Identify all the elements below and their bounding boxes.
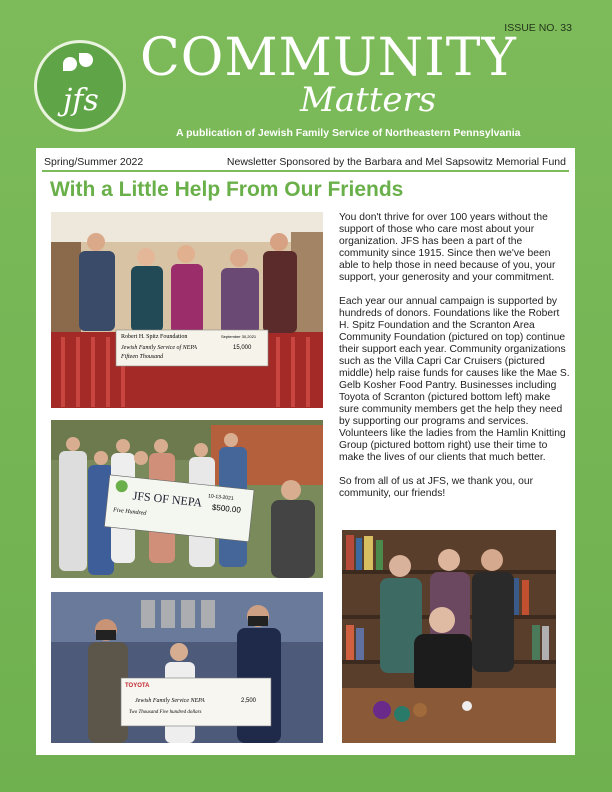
check-amount: $500.00 [211, 502, 242, 515]
season-label: Spring/Summer 2022 [44, 156, 144, 168]
article-headline: With a Little Help From Our Friends [50, 178, 404, 201]
check-words: Fifteen Thousand [121, 354, 164, 360]
check-date: 10-13-2021 [207, 493, 234, 502]
article-paragraph: So from all of us at JFS, we thank you, our community, our friends! [339, 476, 534, 499]
article-body [339, 212, 571, 512]
photo-hamlin-knitting [342, 530, 556, 743]
photo-villa-capri [51, 420, 323, 578]
logo-text: jfs [63, 83, 99, 118]
check-brand: TOYOTA [125, 683, 150, 689]
check-words: Two Thousand Five hundred dollars [129, 710, 202, 715]
article-paragraph: Each year our annual campaign is supported by hundreds of donors. Foundations like the Robert H. Spitz Foundation and the Scranton Area Community Foundation (pictured on top) continue their support each year. Community organizations such as the Villa Capri Car Cruisers (pictured middle) help raise funds for causes like the Mae S. Gelb Kosher Food Pantry. Businesses including Toyota of Scranton (pictured bottom left) make sure community members get the help they need by supporting our programs and services. Volunteers like the ladies from the Hamlin Knitting Group (pictured bottom right) use their time to make the lives of our clients that much better. [339, 296, 570, 463]
check-payee: Jewish Family Service of NEPA [121, 345, 197, 351]
photo-spitz-foundation [51, 212, 323, 408]
divider [42, 170, 569, 172]
check-payee: JFS OF NEPA [132, 488, 203, 510]
article-paragraph: You don't thrive for over 100 years without the support of those who care most about your organization. JFS has been a part of the community since 1915. Since then we've been able to help those in need because of you, your support, your generosity and your commitment. [339, 212, 556, 283]
leaf-icon [79, 53, 93, 67]
check-date: September 30,2021 [221, 334, 257, 339]
publication-subtitle: A publication of Jewish Family Service of Northeastern Pennsylvania [176, 127, 521, 139]
jfs-logo [34, 40, 126, 132]
sponsor-label: Newsletter Sponsored by the Barbara and Mel Sapsowitz Memorial Fund [226, 156, 566, 168]
newsletter-title-script: Matters [300, 80, 437, 120]
check-org: Robert H. Spitz Foundation [121, 334, 188, 340]
check-amount: 2,500 [241, 698, 257, 704]
issue-number: ISSUE NO. 33 [504, 22, 572, 34]
leaf-icon [63, 57, 77, 71]
newsletter-title: COMMUNITY [140, 28, 517, 88]
check-payee: Jewish Family Service NEPA [135, 698, 205, 704]
check-amount: 15,000 [233, 345, 252, 351]
photo-toyota [51, 592, 323, 743]
check-words: Five Hundred [112, 507, 147, 517]
